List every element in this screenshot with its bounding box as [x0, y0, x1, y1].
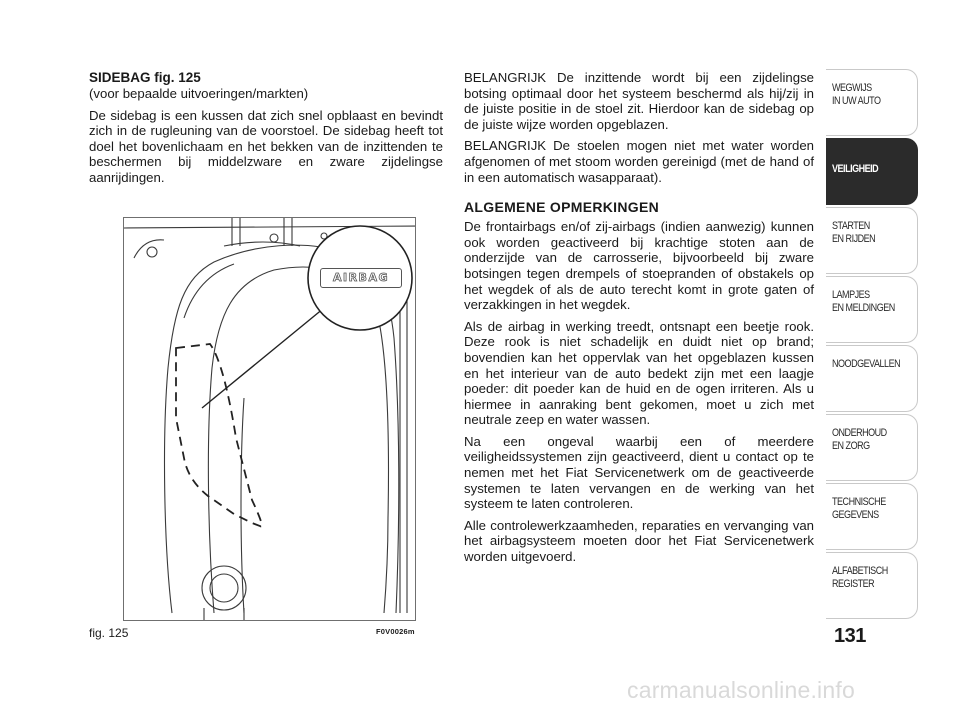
- section-heading-sidebag: SIDEBAG fig. 125: [89, 70, 201, 85]
- general-paragraph-2: Als de airbag in werking treedt, ontsnapt een beetje rook. Deze rook is niet schadelijk en duidt niet op brand; bovendien kan het oppervlak van het opgeblazen kussen en het interieur van de auto bedekt zijn met een laagje poeder: dit poeder kan de huid en de ogen irriteren. Als u hiermee in aanraking bent gekomen, moet u zich met neutrale zeep en water wassen.: [464, 318, 814, 428]
- chapter-sidebar: [826, 69, 918, 621]
- tab-onderhoud[interactable]: ONDERHOUD EN ZORG: [826, 414, 918, 481]
- section-heading-general: ALGEMENE OPMERKINGEN: [464, 199, 660, 216]
- figure-caption: fig. 125: [89, 626, 129, 640]
- right-column: [464, 70, 814, 565]
- general-paragraph-1: De frontairbags en/of zij-airbags (indien aanwezig) kunnen ook worden geactiveerd bij krachtige stoten aan de onderzijde van de carrosserie, bijvoorbeeld bij zware botsingen tegen drempels of stoepranden of obstakels op het wegdek of als de auto terecht komt in grote gaten of verzakkingen in het wegdek.: [464, 219, 814, 313]
- tab-lampjes[interactable]: LAMPJES EN MELDINGEN: [826, 276, 918, 343]
- sidebag-paragraph: De sidebag is een kussen dat zich snel opblaast en bevindt zich in de rugleuning van de voorstoel. De sidebag heeft tot doel het bovenlichaam en het bekken van de inzittenden te beschermen bij middelzware en zware zijdelingse aanrijdingen.: [89, 107, 443, 185]
- airbag-badge-label: AIRBAG: [320, 268, 402, 288]
- general-paragraph-3: Na een ongeval waarbij een of meerdere veiligheidssystemen zijn geactiveerd, dient u contact op te nemen met het Fiat Servicenetwerk om de geactiveerde systemen te laten vervangen en de werking van het systeem te laten controleren.: [464, 433, 814, 512]
- page-number: 131: [834, 625, 866, 647]
- figure-code: F0V0026m: [376, 627, 415, 636]
- watermark-text: carmanualsonline.info: [627, 677, 855, 703]
- tab-noodgevallen[interactable]: NOODGEVALLEN: [826, 345, 918, 412]
- figure-seat-illustration: [123, 217, 416, 621]
- tab-veiligheid[interactable]: VEILIGHEID: [826, 138, 918, 205]
- tab-register[interactable]: ALFABETISCH REGISTER: [826, 552, 918, 619]
- tab-technische[interactable]: TECHNISCHE GEGEVENS: [826, 483, 918, 550]
- tab-starten[interactable]: STARTEN EN RIJDEN: [826, 207, 918, 274]
- left-column: [89, 70, 443, 186]
- general-paragraph-4: Alle controlewerkzaamheden, reparaties en vervanging van het airbagsysteem moeten door het Fiat Servicenetwerk worden uitgevoerd.: [464, 517, 814, 565]
- tab-wegwijs[interactable]: WEGWIJS IN UW AUTO: [826, 69, 918, 136]
- important-note-1: BELANGRIJK De inzittende wordt bij een zijdelingse botsing optimaal door het systeem beschermd als hij/zij in de juiste positie in de stoel zit. Hierdoor kan de sidebag op de juiste wijze worden opgeblazen.: [464, 70, 814, 132]
- section-subheading: (voor bepaalde uitvoeringen/markten): [89, 86, 309, 101]
- important-note-2: BELANGRIJK De stoelen mogen niet met water worden afgenomen of met stoom worden gereinigd (met de hand of in een automatisch wasapparaat).: [464, 138, 814, 185]
